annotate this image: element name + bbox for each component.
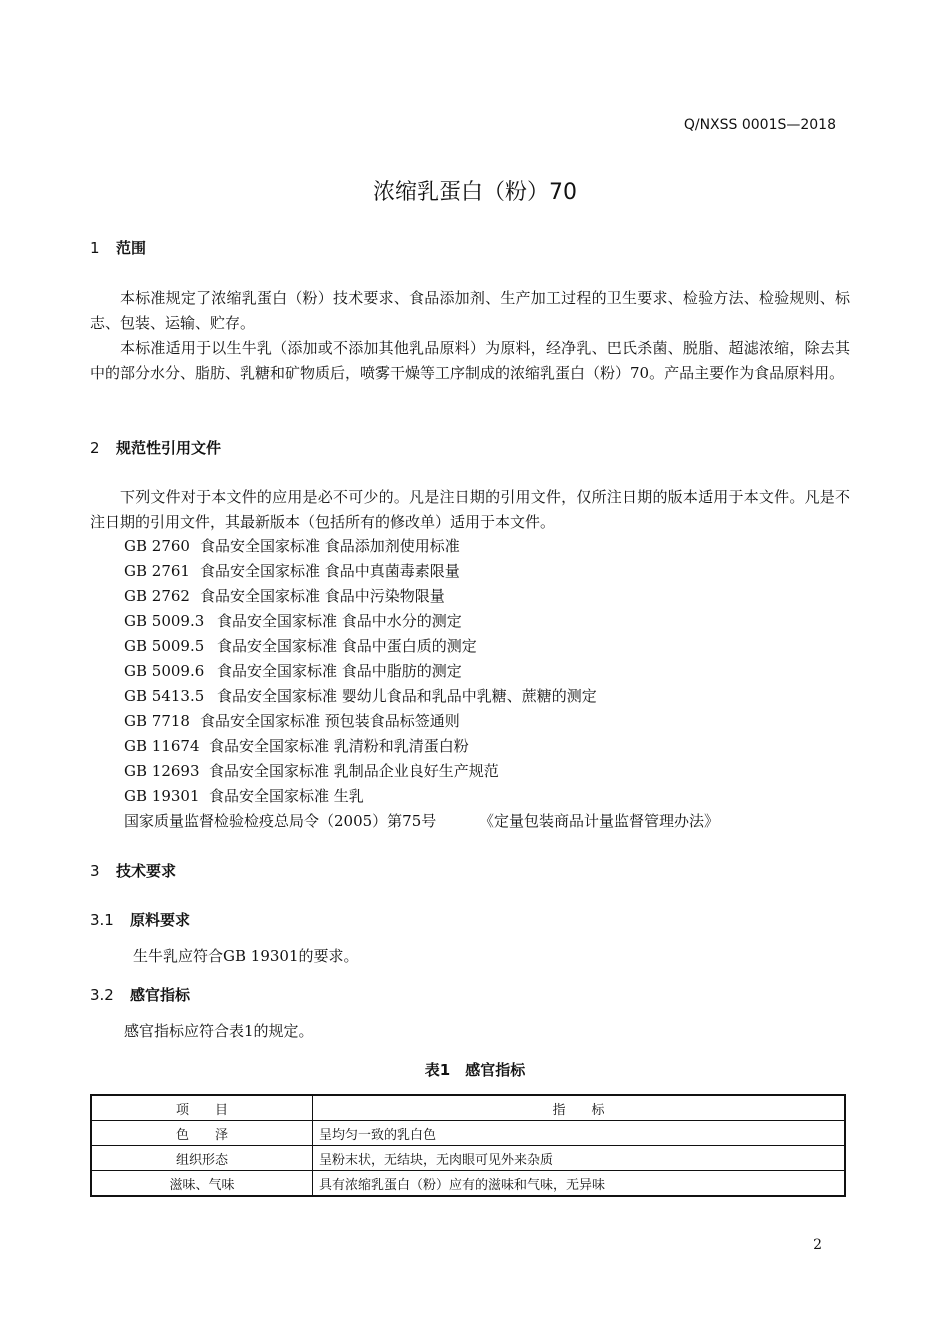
reference-item — [124, 659, 462, 684]
reference-code: GB 5009.6 — [124, 662, 205, 680]
subsection-3-1-heading — [90, 909, 190, 930]
table-cell-item: 组织形态 — [91, 1146, 313, 1171]
column-header-item: 项 目 — [91, 1095, 313, 1121]
table-cell-indicator: 呈粉末状，无结块，无肉眼可见外来杂质 — [313, 1146, 846, 1171]
section-number: 3 — [90, 862, 100, 880]
table-row — [91, 1121, 845, 1146]
section-1-paragraph-2: 本标准适用于以生牛乳（添加或不添加其他乳品原料）为原料，经净乳、巴氏杀菌、脱脂、超滤浓缩，除去其中的部分水分、脂肪、乳糖和矿物质后，喷雾干燥等工序制成的浓缩乳蛋白（粉）70。产品主要作为食品原料用。 — [90, 339, 850, 382]
reference-title: 食品安全国家标准 食品中污染物限量 — [200, 587, 445, 605]
reference-code: GB 2762 — [124, 587, 190, 605]
table-row — [91, 1171, 845, 1197]
document-title: 浓缩乳蛋白（粉）70 — [373, 180, 577, 205]
reference-code: GB 5413.5 — [124, 687, 205, 705]
reference-item — [124, 634, 477, 659]
sensory-table — [90, 1094, 846, 1197]
section-title: 规范性引用文件 — [116, 439, 222, 457]
section-title: 范围 — [116, 239, 147, 257]
subsection-title: 原料要求 — [130, 911, 191, 929]
table-cell-indicator: 具有浓缩乳蛋白（粉）应有的滋味和气味，无异味 — [313, 1171, 846, 1197]
reference-title: 食品安全国家标准 乳制品企业良好生产规范 — [209, 762, 499, 780]
section-number: 2 — [90, 439, 100, 457]
reference-code: 国家质量监督检验检疫总局令（2005）第75号 — [124, 812, 437, 830]
reference-item — [124, 534, 460, 559]
subsection-3-2-text: 感官指标应符合表1的规定。 — [124, 1022, 314, 1040]
reference-item — [124, 784, 364, 809]
section-2-heading — [90, 437, 221, 458]
reference-item — [124, 734, 469, 759]
standard-number: Q/NXSS 0001S—2018 — [683, 117, 836, 133]
reference-title: 食品安全国家标准 食品中水分的测定 — [217, 612, 462, 630]
reference-title: 食品安全国家标准 乳清粉和乳清蛋白粉 — [209, 737, 469, 755]
column-header-indicator: 指 标 — [313, 1095, 846, 1121]
subsection-number: 3.1 — [90, 911, 114, 929]
section-2-intro: 下列文件对于本文件的应用是必不可少的。凡是注日期的引用文件，仅所注日期的版本适用于本文件。凡是不注日期的引用文件，其最新版本（包括所有的修改单）适用于本文件。 — [90, 488, 850, 531]
subsection-title: 感官指标 — [130, 986, 191, 1004]
table-header-row — [91, 1095, 845, 1121]
reference-title: 《定量包装商品计量监督管理办法》 — [479, 812, 720, 830]
reference-code: GB 2761 — [124, 562, 190, 580]
table-caption: 表1 感官指标 — [424, 1061, 526, 1079]
reference-code: GB 19301 — [124, 787, 200, 805]
reference-code: GB 11674 — [124, 737, 200, 755]
reference-item — [124, 559, 460, 584]
reference-title: 食品安全国家标准 食品中真菌毒素限量 — [200, 562, 460, 580]
section-3-heading — [90, 860, 176, 881]
reference-item — [124, 809, 719, 834]
reference-title: 食品安全国家标准 生乳 — [209, 787, 364, 805]
reference-title: 食品安全国家标准 食品中蛋白质的测定 — [217, 637, 477, 655]
reference-item — [124, 684, 597, 709]
reference-item — [124, 609, 462, 634]
section-1-heading — [90, 237, 146, 258]
section-1-paragraph-1: 本标准规定了浓缩乳蛋白（粉）技术要求、食品添加剂、生产加工过程的卫生要求、检验方法、检验规则、标志、包装、运输、贮存。 — [90, 289, 850, 332]
reference-item — [124, 759, 499, 784]
reference-title: 食品安全国家标准 食品中脂肪的测定 — [217, 662, 462, 680]
table-cell-indicator: 呈均匀一致的乳白色 — [313, 1121, 846, 1146]
page-number: 2 — [813, 1237, 822, 1253]
reference-code: GB 12693 — [124, 762, 200, 780]
table-cell-item: 色 泽 — [91, 1121, 313, 1146]
reference-title: 食品安全国家标准 婴幼儿食品和乳品中乳糖、蔗糖的测定 — [217, 687, 597, 705]
reference-code: GB 2760 — [124, 537, 190, 555]
section-title: 技术要求 — [116, 862, 177, 880]
reference-code: GB 5009.5 — [124, 637, 205, 655]
reference-title: 食品安全国家标准 食品添加剂使用标准 — [200, 537, 460, 555]
reference-code: GB 5009.3 — [124, 612, 205, 630]
subsection-number: 3.2 — [90, 986, 114, 1004]
reference-item — [124, 709, 460, 734]
section-number: 1 — [90, 239, 100, 257]
subsection-3-1-text: 生牛乳应符合GB 19301的要求。 — [133, 947, 359, 965]
reference-item — [124, 584, 445, 609]
subsection-3-2-heading — [90, 984, 190, 1005]
table-row — [91, 1146, 845, 1171]
reference-code: GB 7718 — [124, 712, 190, 730]
reference-title: 食品安全国家标准 预包装食品标签通则 — [200, 712, 460, 730]
table-cell-item: 滋味、气味 — [91, 1171, 313, 1197]
